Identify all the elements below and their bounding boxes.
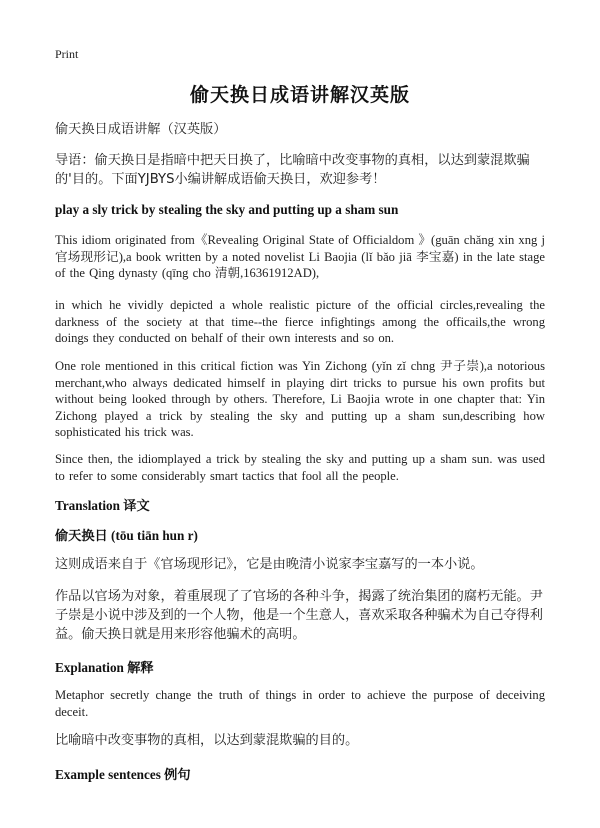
page-title: 偷天换日成语讲解汉英版	[189, 84, 410, 106]
term-heading	[55, 525, 545, 544]
examples-label-zh: 例句	[164, 768, 191, 783]
translation-paragraph-2: 作品以官场为对象，着重展现了了官场的各种斗争，揭露了统治集团的腐朽无能。尹子崇是小说中涉及到的一个人物，他是一个生意人，喜欢采取各种骗术为自己夺得利益。偷天换日就是用来形容他骗术的高明。	[55, 589, 543, 642]
examples-heading	[55, 764, 545, 783]
intro-paragraph: 导语：偷天换日是指暗中把天日换了，比喻暗中改变事物的真相，以达到蒙混欺骗的'目的。下面YJBYS小编讲解成语偷天换日，欢迎参考！	[55, 153, 530, 187]
body-paragraph-3: One role mentioned in this critical fiction was Yin Zichong (yǐn zǐ chng 尹子崇),a notorious merchant,who always dedicated himself in playing dirt tricks to pursue his own profits but without being looked through by others. Therefore, Li Baojia wrote in one chapter that: Yin Zichong played a trick by stealing the sky and putting up a sham sun,describing how sophisticated his trick was.	[55, 359, 545, 440]
body-paragraph-4: Since then, the idiomplayed a trick by stealing the sky and putting up a sham sun. was used to refer to some considerably smart tactics that fool all the people.	[55, 452, 545, 483]
translation-label-en: Translation	[55, 498, 120, 513]
explanation-label-en: Explanation	[55, 660, 124, 675]
explanation-chinese: 比喻暗中改变事物的真相，以达到蒙混欺骗的目的。	[55, 733, 359, 748]
explanation-heading	[55, 657, 545, 676]
examples-label-en: Example sentences	[55, 767, 161, 782]
term-chinese: 偷天换日	[55, 529, 108, 544]
english-heading: play a sly trick by stealing the sky and putting up a sham sun	[55, 202, 399, 217]
translation-paragraph-1: 这则成语来自于《官场现形记》，它是由晚清小说家李宝嘉写的一本小说。	[55, 557, 484, 572]
term-pinyin: (tōu tiān hun r)	[111, 528, 198, 543]
document-subtitle: 偷天换日成语讲解（汉英版）	[55, 122, 227, 137]
explanation-english: Metaphor secretly change the truth of things in order to achieve the purpose of deceiving deceit.	[55, 688, 545, 719]
body-paragraph-1: This idiom originated from《Revealing Original State of Officialdom 》(guān chǎng xin xng j官场现形记),a book written by a noted novelist Li Baojia (lǐ bǎo jiā 李宝嘉) in the late stage of the Qing dynasty (qīng cho 清朝,16361912AD),	[55, 233, 545, 281]
translation-label-zh: 译文	[123, 499, 150, 514]
body-paragraph-2: in which he vividly depicted a whole realistic picture of the official circles,revealing the darkness of the society at that time--the fierce infightings among the officails,the wrong doings they conducted on behalf of their own interests and so on.	[55, 298, 545, 346]
explanation-label-zh: 解释	[127, 661, 154, 676]
translation-heading	[55, 495, 545, 514]
print-link[interactable]: Print	[55, 47, 79, 61]
